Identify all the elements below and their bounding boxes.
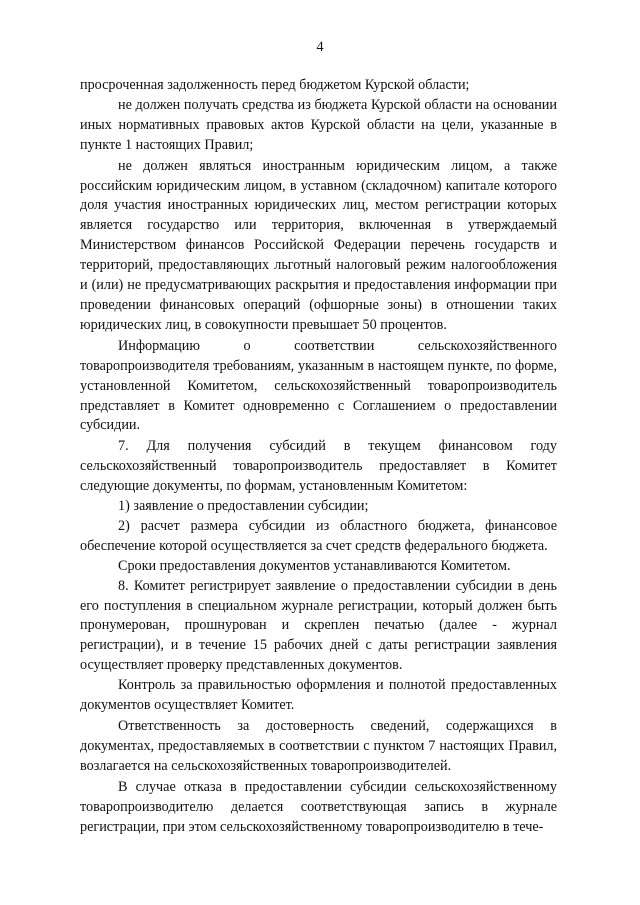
paragraph: В случае отказа в предоставлении субсидии сельскохозяйственному товаропроизводителю делается соответствующая запись в журнале регистрации, при этом сельскохозяйственному товаропроизводителю в тече- xyxy=(80,778,557,835)
paragraph: Контроль за правильностью оформления и полнотой предоставленных документов осуществляет Комитет. xyxy=(80,677,557,714)
page-number: 4 xyxy=(316,39,324,55)
paragraph: 8. Комитет регистрирует заявление о предоставлении субсидии в день его поступления в специальном журнале регистрации, который должен быть пронумерован, прошнурован и скреплен печатью (далее - журнал регистрации), и в течение 15 рабочих дней с даты регистрации заявления осуществляет проверку представленных документов. xyxy=(80,577,557,674)
paragraph: Ответственность за достоверность сведений, содержащихся в документах, предоставляемых в соответствии с пунктом 7 настоящих Правил, возлагается на сельскохозяйственных товаропроизводителей. xyxy=(80,718,557,774)
paragraph: 2) расчет размера субсидии из областного бюджета, финансовое обеспечение которой осуществляется за счет средств федерального бюджета. xyxy=(80,517,557,554)
document-body xyxy=(80,76,557,837)
paragraph: Сроки предоставления документов устанавливаются Комитетом. xyxy=(118,557,511,574)
paragraph: не должен являться иностранным юридическим лицом, а также российским юридическим лицом, в уставном (складочном) капитале которого доля участия иностранных юридических лиц, местом регистрации которых является государство или территория, включенная в утверждаемый Министерством финансов Российской Федерации перечень государств и территорий, предоставляющих льготный налоговый режим налогообложения и (или) не предусматривающих раскрытия и предоставления информации при проведении финансовых операций (офшорные зоны) в отношении таких юридических лиц, в совокупности превышает 50 процентов. xyxy=(80,157,557,333)
paragraph: 7. Для получения субсидий в текущем финансовом году сельскохозяйственный товаропроизводитель предоставляет в Комитет следующие документы, по формам, установленным Комитетом: xyxy=(80,438,557,495)
paragraph: Информацию о соответствии сельскохозяйственного товаропроизводителя требованиям, указанным в настоящем пункте, по форме, установленной Комитетом, сельскохозяйственный товаропроизводитель представляет в Комитет одновременно с Соглашением о предоставлении субсидии. xyxy=(80,337,557,434)
paragraph: 1) заявление о предоставлении субсидии; xyxy=(118,498,369,515)
paragraph: не должен получать средства из бюджета Курской области на основании иных нормативных правовых актов Курской области на цели, указанные в пункте 1 настоящих Правил; xyxy=(80,96,557,153)
paragraph: просроченная задолженность перед бюджетом Курской области; xyxy=(80,77,470,93)
